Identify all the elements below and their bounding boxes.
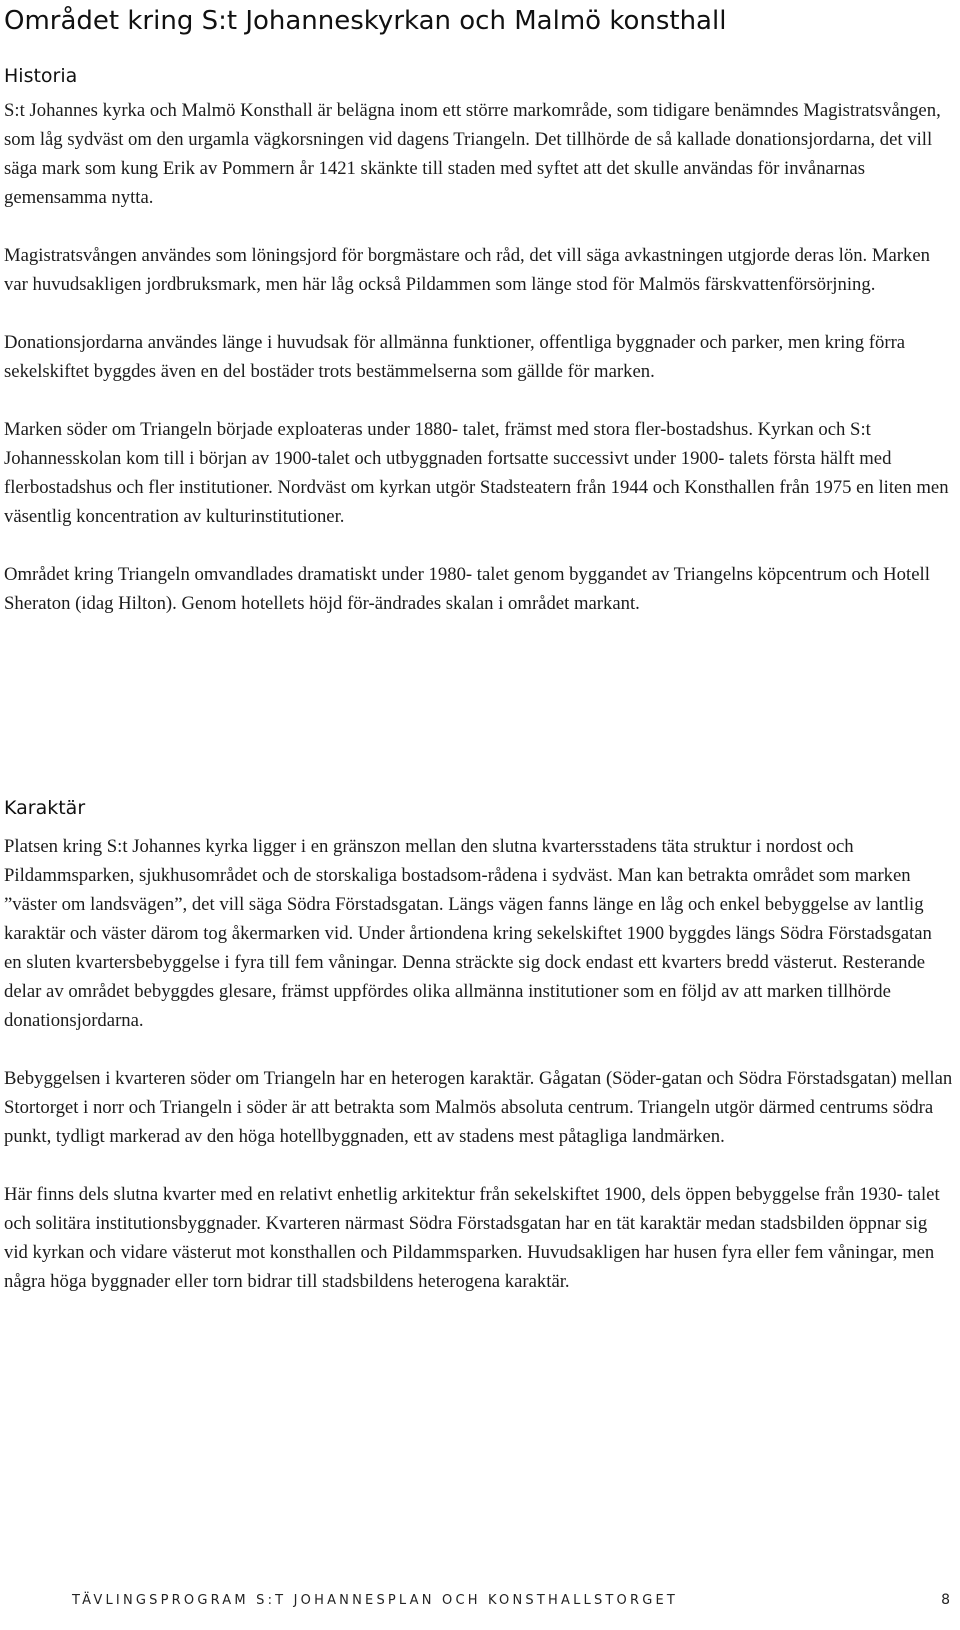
- paragraph: Donationsjordarna användes länge i huvudsak för allmänna funktioner, offentliga byggnader och parker, men kring förra sekelskiftet byggdes även en del bostäder trots bestämmelserna som gällde för marken.: [4, 332, 906, 382]
- footer-title: TÄVLINGSPROGRAM S:T JOHANNESPLAN OCH KONSTHALLSTORGET: [72, 1593, 679, 1608]
- paragraph: S:t Johannes kyrka och Malmö Konsthall är belägna inom ett större markområde, som tidigare benämndes Magistratsvången, som låg sydväst om den urgamla vägkorsningen vid dagens Triangeln. Det tillhörde de så kallade donationsjordarna, det vill säga mark som kung Erik av Pommern år 1421 skänkte till staden med syftet att det skulle användas för invånarnas gemensamma nytta.: [4, 100, 941, 208]
- page-number: 8: [941, 1592, 950, 1608]
- paragraph: Platsen kring S:t Johannes kyrka ligger i en gränszon mellan den slutna kvartersstadens täta struktur i nordost och Pildammsparken, sjukhusområdet och de storskaliga bostadsom-rådena i sydväst. Man kan betrakta området som marken ”väster om landsvägen”, det vill säga Södra Förstadsgatan. Längs vägen fanns länge en låg och enkel bebyggelse av lantlig karaktär och väster därom tog åkermarken vid. Under årtiondena kring sekelskiftet 1900 byggdes längs Södra Förstadsgatan en sluten kvartersbebyggelse i fyra till fem våningar. Denna sträckte sig dock endast ett kvarters bredd västerut. Resterande delar av området bebyggdes glesare, främst uppfördes olika allmänna institutioner som en följd av att marken tillhörde donationsjordarna.: [4, 836, 932, 1031]
- paragraph: Här finns dels slutna kvarter med en relativt enhetlig arkitektur från sekelskiftet 1900, dels öppen bebyggelse från 1930- talet och solitära institutionsbyggnader. Kvarteren närmast Södra Förstadsgatan har en tät karaktär medan stadsbilden öppnar sig vid kyrkan och vidare västerut mot konsthallen och Pildammsparken. Huvudsakligen har husen fyra eller fem våningar, men några höga byggnader eller torn bidrar till stadsbildens heterogena karaktär.: [4, 1184, 940, 1292]
- section-historia: [4, 96, 954, 647]
- paragraph: Marken söder om Triangeln började exploateras under 1880- talet, främst med stora fler-bostadshus. Kyrkan och S:t Johannesskolan kom till i början av 1900-talet och utbyggnaden fortsatte successivt under 1900- talets första hälft med flerbostadshus och fler institutioner. Nordväst om kyrkan utgör Stadsteatern från 1944 och Konsthallen från 1975 en liten men väsentlig koncentration av kulturinstitutioner.: [4, 419, 949, 527]
- page-title: Området kring S:t Johanneskyrkan och Malmö konsthall: [4, 6, 727, 36]
- section-heading-karaktar: Karaktär: [4, 797, 86, 819]
- section-heading-historia: Historia: [4, 65, 78, 87]
- paragraph: Bebyggelsen i kvarteren söder om Triangeln har en heterogen karaktär. Gågatan (Söder-gatan och Södra Förstadsgatan) mellan Stortorget i norr och Triangeln i söder är att betrakta som Malmös absoluta centrum. Triangeln utgör därmed centrums södra punkt, tydligt markerad av den höga hotellbyggnaden, ett av stadens mest påtagliga landmärken.: [4, 1068, 953, 1147]
- paragraph: Området kring Triangeln omvandlades dramatiskt under 1980- talet genom byggandet av Triangelns köpcentrum och Hotell Sheraton (idag Hilton). Genom hotellets höjd för-ändrades skalan i området markant.: [4, 564, 930, 614]
- section-karaktar: [4, 832, 954, 1325]
- paragraph: Magistratsvången användes som löningsjord för borgmästare och råd, det vill säga avkastningen utgjorde deras lön. Marken var huvudsakligen jordbruksmark, men här låg också Pildammen som länge stod för Malmös färskvattenförsörjning.: [4, 245, 931, 295]
